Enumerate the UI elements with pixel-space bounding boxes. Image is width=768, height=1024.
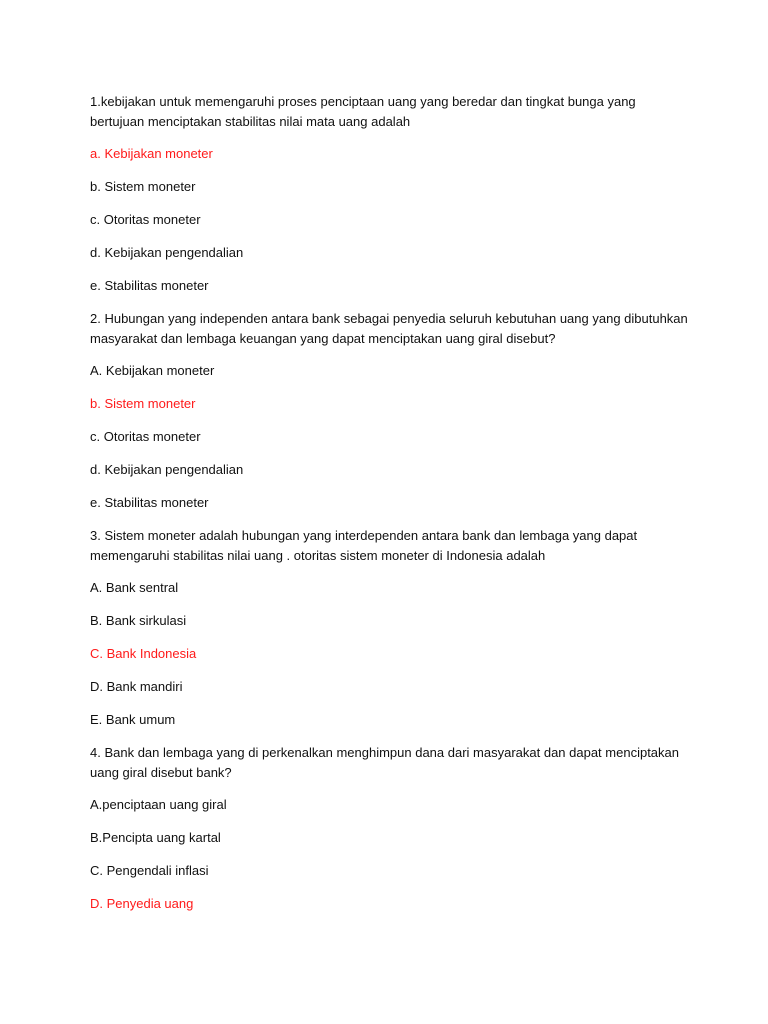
- answer-options: [90, 578, 690, 730]
- answer-option: a. Kebijakan moneter: [90, 146, 213, 161]
- answer-option: A. Bank sentral: [90, 580, 179, 595]
- answer-option: E. Bank umum: [90, 712, 176, 727]
- question-text: 1.kebijakan untuk memengaruhi proses penciptaan uang yang beredar dan tingkat bunga yang bertujuan menciptakan stabilitas nilai mata uang adalah: [90, 94, 636, 129]
- question-1: [90, 92, 690, 296]
- answer-options: [90, 361, 690, 513]
- answer-option: A. Kebijakan moneter: [90, 363, 215, 378]
- answer-option: C. Pengendali inflasi: [90, 863, 209, 878]
- question-text: 3. Sistem moneter adalah hubungan yang interdependen antara bank dan lembaga yang dapat memengaruhi stabilitas nilai uang . otoritas sistem moneter di Indonesia adalah: [90, 528, 638, 563]
- answer-option: b. Sistem moneter: [90, 179, 196, 194]
- answer-option: e. Stabilitas moneter: [90, 278, 209, 293]
- answer-option: D. Penyedia uang: [90, 896, 194, 911]
- question-4: [90, 743, 690, 914]
- document-page: [90, 92, 690, 927]
- question-text: 4. Bank dan lembaga yang di perkenalkan menghimpun dana dari masyarakat dan dapat menciptakan uang giral disebut bank?: [90, 745, 679, 780]
- answer-option: B.Pencipta uang kartal: [90, 830, 221, 845]
- answer-option: e. Stabilitas moneter: [90, 495, 209, 510]
- answer-option: D. Bank mandiri: [90, 679, 183, 694]
- question-2: [90, 309, 690, 513]
- answer-option: b. Sistem moneter: [90, 396, 196, 411]
- answer-option: d. Kebijakan pengendalian: [90, 245, 244, 260]
- answer-options: [90, 795, 690, 914]
- answer-option: A.penciptaan uang giral: [90, 797, 227, 812]
- answer-options: [90, 144, 690, 296]
- answer-option: d. Kebijakan pengendalian: [90, 462, 244, 477]
- answer-option: c. Otoritas moneter: [90, 212, 201, 227]
- answer-option: C. Bank Indonesia: [90, 646, 197, 661]
- question-text: 2. Hubungan yang independen antara bank sebagai penyedia seluruh kebutuhan uang yang dibutuhkan masyarakat dan lembaga keuangan yang dapat menciptakan uang giral disebut?: [90, 311, 688, 346]
- answer-option: c. Otoritas moneter: [90, 429, 201, 444]
- question-3: [90, 526, 690, 730]
- answer-option: B. Bank sirkulasi: [90, 613, 187, 628]
